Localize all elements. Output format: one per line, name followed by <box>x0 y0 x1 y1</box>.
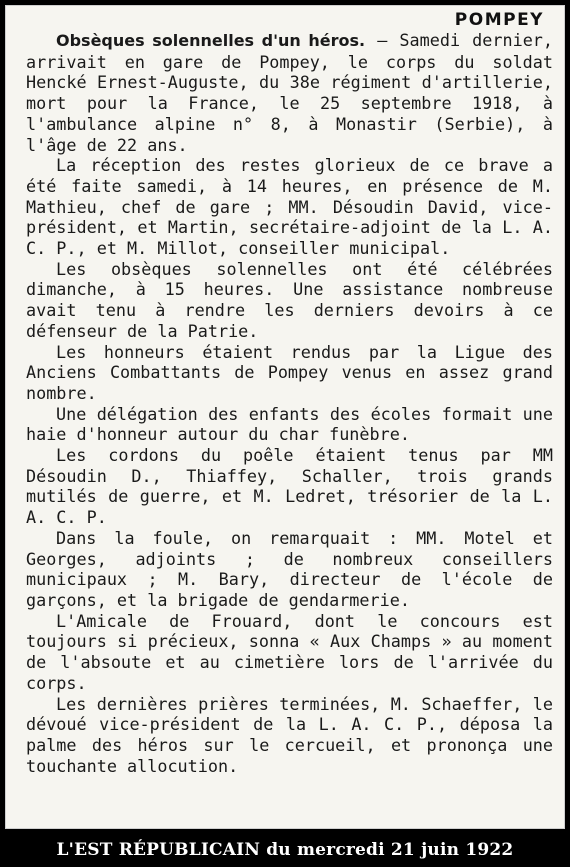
article-paragraph: Les honneurs étaient rendus par la Ligue des Anciens Combattants de Pompey venus en assez grand nombre. <box>26 341 553 403</box>
article-title: Obsèques solennelles d'un héros. <box>56 31 366 50</box>
article-body <box>26 30 553 776</box>
article-lead-paragraph <box>26 30 553 155</box>
article-paragraph: La réception des restes glorieux de ce brave a été faite samedi, à 14 heures, en présence de M. Mathieu, chef de gare ; MM. Désoudin David, vice-président, et Martin, secrétaire-adjoint de la L. A. C. P., et M. Millot, conseiller municipal. <box>26 155 553 259</box>
article-paragraph: Les dernières prières terminées, M. Schaeffer, le dévoué vice-président de la L. A. C. P., déposa la palme des héros sur le cercueil, et prononça une touchante allocution. <box>26 693 553 776</box>
article-paragraph: Les cordons du poêle étaient tenus par MM Désoudin D., Thiaffey, Schaller, trois grands mutilés de guerre, et M. Ledret, trésorier de la L. A. C. P. <box>26 445 553 528</box>
article-paragraph: Les obsèques solennelles ont été célébrées dimanche, à 15 heures. Une assistance nombreuse avait tenu à rendre les derniers devoirs à ce défenseur de la Patrie. <box>26 258 553 341</box>
article-paragraph: Dans la foule, on remarquait : MM. Motel et Georges, adjoints ; de nombreux conseillers municipaux ; M. Bary, directeur de l'école de garçons, et la brigade de gendarmerie. <box>26 527 553 610</box>
article-paragraph: Une délégation des enfants des écoles formait une haie d'honneur autour du char funèbre. <box>26 403 553 445</box>
article-paragraph: L'Amicale de Frouard, dont le concours est toujours si précieux, sonna « Aux Champs » au moment de l'absoute et au cimetière lors de l'arrivée du corps. <box>26 610 553 693</box>
locality-heading: POMPEY <box>454 10 544 30</box>
article-lead-text: — Samedi dernier, arrivait en gare de Pompey, le corps du soldat Hencké Ernest-Auguste, du 38e régiment d'artillerie, mort pour la France, le 25 septembre 1918, à l'ambulance alpine n° 8, à Monastir (Serbie), à l'âge de 22 ans. <box>26 30 553 155</box>
newspaper-clipping <box>5 5 565 829</box>
source-caption: L'EST RÉPUBLICAIN du mercredi 21 juin 1922 <box>56 840 514 860</box>
